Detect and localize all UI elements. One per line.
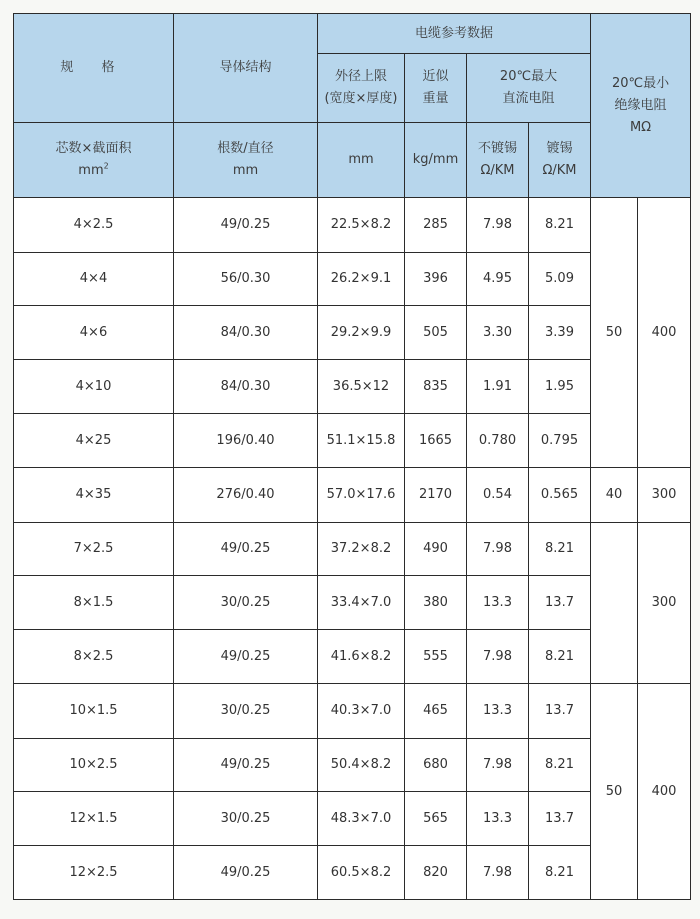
cell-weight: 505 [405,306,467,360]
cell-conductor: 49/0.25 [174,630,318,684]
cell-r-plain: 7.98 [467,198,529,253]
untinned-header [467,123,529,198]
cell-conductor: 196/0.40 [174,414,318,468]
cell-outer: 26.2×9.1 [318,253,405,306]
table-row [14,576,691,630]
cell-outer: 36.5×12 [318,360,405,414]
cell-weight: 835 [405,360,467,414]
resistance-line2: 直流电阻 [502,91,555,106]
table-row [14,468,691,523]
table-row [14,739,691,792]
cell-conductor: 49/0.25 [174,198,318,253]
table-row [14,684,691,739]
cell-r-plain: 3.30 [467,306,529,360]
cell-r-plain: 4.95 [467,253,529,306]
table-row [14,360,691,414]
cell-weight: 380 [405,576,467,630]
spec-table-wrapper [13,13,691,900]
tinned-unit: Ω/KM [542,163,577,178]
outer-unit-header: mm [318,123,405,198]
cell-r-plain: 13.3 [467,792,529,846]
cell-r-tinned: 0.565 [529,468,591,523]
cell-weight: 396 [405,253,467,306]
cell-r-tinned: 1.95 [529,360,591,414]
outer-dia-header [318,54,405,123]
cell-r-plain: 7.98 [467,739,529,792]
cell-r-plain: 0.54 [467,468,529,523]
cell-conductor: 56/0.30 [174,253,318,306]
cell-r-tinned: 8.21 [529,630,591,684]
cell-spec: 8×2.5 [14,630,174,684]
cell-weight: 680 [405,739,467,792]
cell-r-tinned: 8.21 [529,523,591,576]
tinned-header [529,123,591,198]
insulation-header [591,14,691,198]
table-row [14,414,691,468]
cell-spec: 12×2.5 [14,846,174,900]
cell-spec: 4×2.5 [14,198,174,253]
cell-conductor: 30/0.25 [174,576,318,630]
cell-conductor: 49/0.25 [174,739,318,792]
cell-outer: 22.5×8.2 [318,198,405,253]
area-unit-label: $mm^2$ [78,161,109,178]
cell-spec: 4×10 [14,360,174,414]
cell-spec: 4×4 [14,253,174,306]
table-row [14,306,691,360]
cell-r-tinned: 0.795 [529,414,591,468]
cell-outer: 60.5×8.2 [318,846,405,900]
cell-spec: 4×6 [14,306,174,360]
cell-r-tinned: 13.7 [529,576,591,630]
cell-weight: 2170 [405,468,467,523]
cell-weight: 490 [405,523,467,576]
weight-line1: 近似 [422,69,449,84]
table-row [14,630,691,684]
untinned-label: 不镀锡 [477,141,517,156]
conductor-header: 导体结构 [174,14,318,123]
cell-spec: 7×2.5 [14,523,174,576]
table-row [14,846,691,900]
cell-outer: 37.2×8.2 [318,523,405,576]
cell-conductor: 84/0.30 [174,306,318,360]
table-row [14,523,691,576]
cell-r-tinned: 13.7 [529,684,591,739]
cell-weight: 1665 [405,414,467,468]
cell-weight: 565 [405,792,467,846]
cell-weight: 820 [405,846,467,900]
cell-r-tinned: 8.21 [529,198,591,253]
cell-conductor: 276/0.40 [174,468,318,523]
cores-area-label: 芯数×截面积 [55,141,132,156]
table-row [14,198,691,253]
outer-dia-line1: 外径上限 [334,69,387,84]
cell-r-plain: 1.91 [467,360,529,414]
resistance-header [467,54,591,123]
cell-outer: 50.4×8.2 [318,739,405,792]
cable-spec-table [13,13,691,900]
cell-conductor: 49/0.25 [174,523,318,576]
cell-spec: 10×2.5 [14,739,174,792]
untinned-unit: Ω/KM [480,163,515,178]
outer-dia-line2: (宽度×厚度) [324,91,398,106]
cell-conductor: 49/0.25 [174,846,318,900]
insulation-b-group1: 400 [638,198,691,468]
cell-weight: 555 [405,630,467,684]
cell-outer: 48.3×7.0 [318,792,405,846]
cell-r-tinned: 13.7 [529,792,591,846]
cell-outer: 40.3×7.0 [318,684,405,739]
tinned-label: 镀锡 [546,141,573,156]
table-row [14,792,691,846]
cell-r-plain: 13.3 [467,576,529,630]
cell-outer: 33.4×7.0 [318,576,405,630]
cell-r-plain: 7.98 [467,523,529,576]
insulation-line1: 20℃最小 [611,75,670,91]
cell-weight: 465 [405,684,467,739]
ref-data-header: 电缆参考数据 [318,14,591,54]
cell-outer: 41.6×8.2 [318,630,405,684]
cell-conductor: 30/0.25 [174,684,318,739]
weight-line2: 重量 [422,91,449,106]
strands-label: 根数/直径 [217,141,274,156]
table-row [14,253,691,306]
cell-r-tinned: 5.09 [529,253,591,306]
cell-spec: 12×1.5 [14,792,174,846]
cell-spec: 4×25 [14,414,174,468]
cell-conductor: 84/0.30 [174,360,318,414]
cell-r-tinned: 3.39 [529,306,591,360]
insulation-b-group2: 300 [638,468,691,523]
insulation-b-group4: 400 [638,684,691,900]
cell-spec: 8×1.5 [14,576,174,630]
strands-unit: mm [232,163,259,178]
cell-r-plain: 7.98 [467,846,529,900]
insulation-b-group3: 300 [638,523,691,684]
cell-spec: 4×35 [14,468,174,523]
cell-r-tinned: 8.21 [529,739,591,792]
weight-unit-header: kg/mm [405,123,467,198]
insulation-a-group4: 50 [591,684,638,900]
strands-header [174,123,318,198]
cell-outer: 57.0×17.6 [318,468,405,523]
weight-header [405,54,467,123]
spec-header: 规 格 [14,14,174,123]
cell-outer: 51.1×15.8 [318,414,405,468]
cell-r-tinned: 8.21 [529,846,591,900]
insulation-a-group1: 50 [591,198,638,468]
cell-outer: 29.2×9.9 [318,306,405,360]
cell-conductor: 30/0.25 [174,792,318,846]
cell-r-plain: 13.3 [467,684,529,739]
resistance-line1: 20℃最大 [499,69,558,84]
insulation-line2: 绝缘电阻 [614,97,667,113]
insulation-line3: MΩ [629,119,652,135]
cell-weight: 285 [405,198,467,253]
cell-r-plain: 7.98 [467,630,529,684]
insulation-a-group3 [591,523,638,684]
cell-r-plain: 0.780 [467,414,529,468]
cell-spec: 10×1.5 [14,684,174,739]
insulation-a-group2: 40 [591,468,638,523]
cores-area-header [14,123,174,198]
